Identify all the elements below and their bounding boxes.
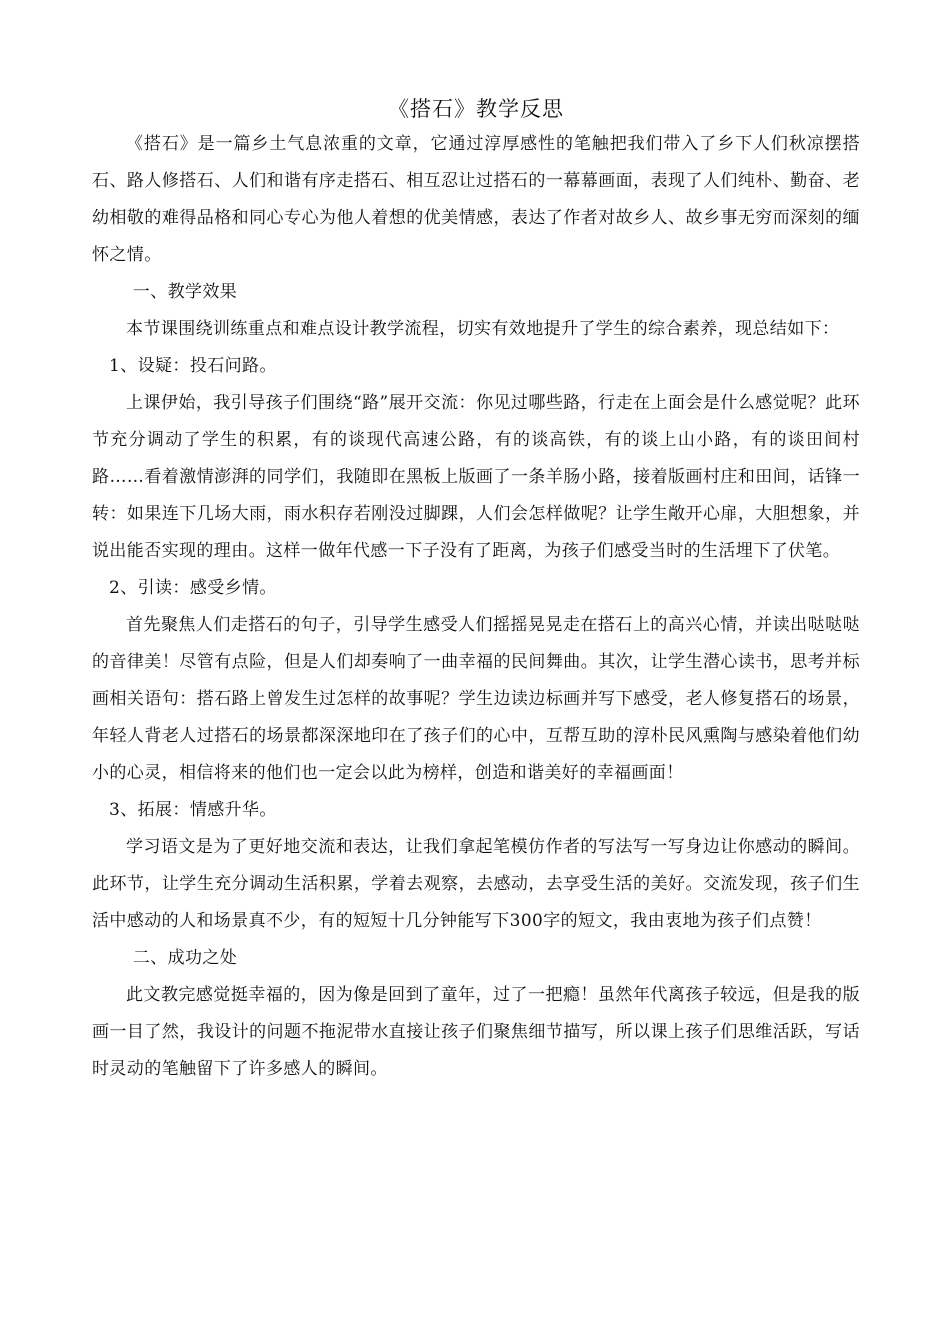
- section-heading-teaching-effect: 一、教学效果: [132, 282, 238, 302]
- paragraph-questioning: 上课伊始，我引导孩子们围绕“路”展开交流：你见过哪些路，行走在上面会是什么感觉呢？此环节充分调动了学生的积累，有的谈现代高速公路，有的谈高铁，有的谈上山小路，有的谈田间村路……看着激情澎湃的同学们，我随即在黑板上版画了一条羊肠小路，接着版画村庄和田间，话锋一转：如果连下几场大雨，雨水积存若刚没过脚踝，人们会怎样做呢？让学生敞开心扉，大胆想象，并说出能否实现的理由。这样一做年代感一下子没有了距离，为孩子们感受当时的生活埋下了伏笔。: [92, 393, 860, 561]
- paragraph-guided-reading: 首先聚焦人们走搭石的句子，引导学生感受人们摇摇晃晃走在搭石上的高兴心情，并读出哒哒哒的音律美！尽管有点险，但是人们却奏响了一曲幸福的民间舞曲。其次，让学生潜心读书，思考并标画相关语句：搭石路上曾发生过怎样的故事呢？学生边读边标画并写下感受，老人修复搭石的场景，年轻人背老人过搭石的场景都深深地印在了孩子们的心中，互帮互助的淳朴民风熏陶与感染着他们幼小的心灵，相信将来的他们也一定会以此为榜样，创造和谐美好的幸福画面！: [92, 615, 860, 783]
- intro-paragraph: 《搭石》是一篇乡土气息浓重的文章，它通过淳厚感性的笔触把我们带入了乡下人们秋凉摆搭石、路人修搭石、人们和谐有序走搭石、相互忍让过搭石的一幕幕画面，表现了人们纯朴、勤奋、老幼相敬的难得品格和同心专心为他人着想的优美情感，表达了作者对故乡人、故乡事无穷而深刻的缅怀之情。: [92, 134, 860, 265]
- section-intro-paragraph: 本节课围绕训练重点和难点设计教学流程，切实有效地提升了学生的综合素养，现总结如下：: [126, 319, 840, 339]
- document-page: [92, 94, 860, 1088]
- document-title: 《搭石》教学反思: [388, 97, 564, 121]
- paragraph-success: 此文教完感觉挺幸福的，因为像是回到了童年，过了一把瘾！虽然年代离孩子较远，但是我的版画一目了然，我设计的问题不拖泥带水直接让孩子们聚焦细节描写，所以课上孩子们思维活跃，写话时灵动的笔触留下了许多感人的瞬间。: [92, 985, 860, 1079]
- paragraph-extension: 学习语文是为了更好地交流和表达，让我们拿起笔模仿作者的写法写一写身边让你感动的瞬间。此环节，让学生充分调动生活积累，学着去观察，去感动，去享受生活的美好。交流发现，孩子们生活中感动的人和场景真不少，有的短短十几分钟能写下300字的短文，我由衷地为孩子们点赞！: [92, 837, 860, 931]
- subheading-guided-reading: 2、引读：感受乡情。: [109, 578, 277, 598]
- subheading-extension: 3、拓展：情感升华。: [109, 800, 277, 820]
- section-heading-success: 二、成功之处: [132, 948, 238, 968]
- subheading-questioning: 1、设疑：投石问路。: [109, 356, 277, 376]
